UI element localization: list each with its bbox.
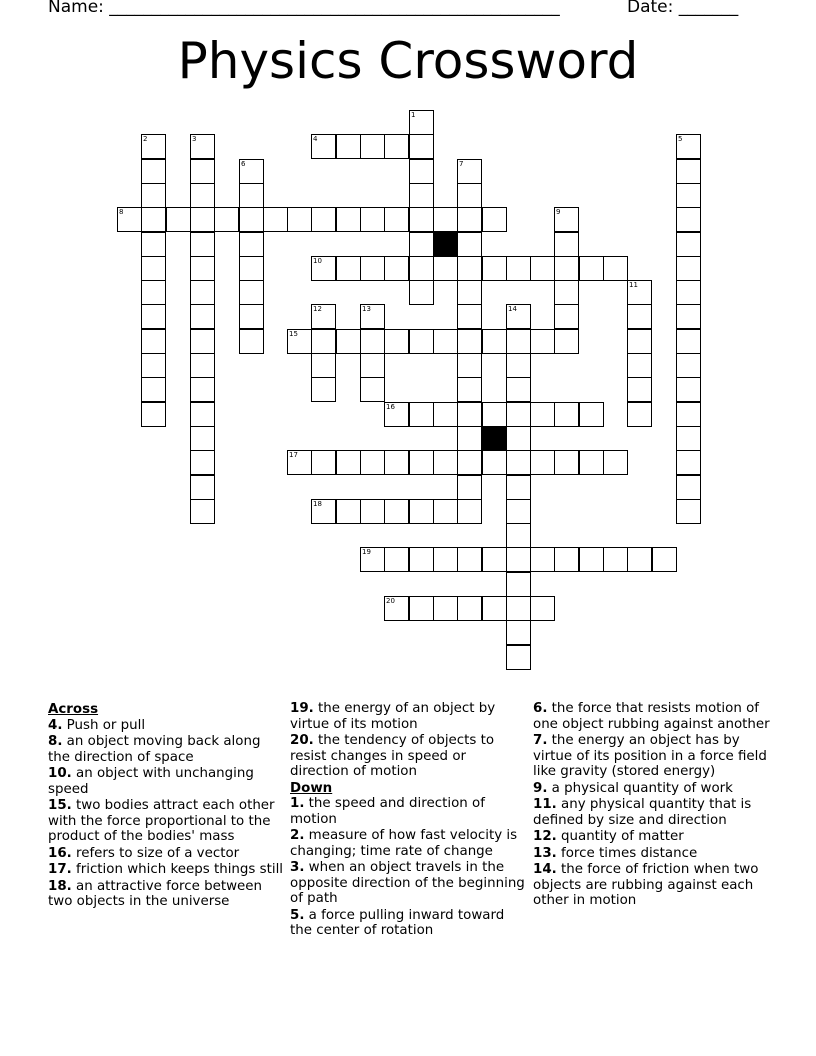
crossword-cell[interactable] [579, 450, 604, 475]
crossword-cell[interactable] [360, 450, 385, 475]
crossword-cell[interactable] [141, 232, 166, 257]
crossword-cell[interactable] [457, 353, 482, 378]
crossword-cell[interactable] [263, 207, 288, 232]
crossword-cell[interactable] [384, 329, 409, 354]
crossword-cell[interactable] [409, 547, 434, 572]
crossword-cell[interactable] [676, 183, 701, 208]
crossword-cell[interactable] [409, 207, 434, 232]
crossword-cell[interactable] [554, 304, 579, 329]
crossword-cell[interactable] [433, 547, 458, 572]
crossword-cell[interactable] [506, 329, 531, 354]
name-field-label: Name: _____________________________________________________ [48, 0, 560, 17]
crossword-cell[interactable] [190, 134, 215, 159]
clue-number: 8 [119, 208, 124, 216]
crossword-cell[interactable] [190, 377, 215, 402]
crossword-cell[interactable] [336, 450, 361, 475]
crossword-cell[interactable] [506, 547, 531, 572]
clue-number: 16 [386, 403, 395, 411]
crossword-cell[interactable] [457, 329, 482, 354]
crossword-cell[interactable] [360, 353, 385, 378]
clue-down-12: 12. quantity of matter [533, 829, 684, 844]
clues-column-1 [48, 701, 284, 911]
crossword-cell[interactable] [433, 402, 458, 427]
crossword-cell[interactable] [239, 207, 264, 232]
across-heading: Across [48, 702, 99, 717]
crossword-cell[interactable] [457, 547, 482, 572]
clue-number: 3 [192, 135, 197, 143]
crossword-cell[interactable] [457, 280, 482, 305]
crossword-cell[interactable] [360, 377, 385, 402]
crossword-cell[interactable] [506, 620, 531, 645]
crossword-cell[interactable] [676, 353, 701, 378]
crossword-cell[interactable] [457, 402, 482, 427]
clue-down-14: 14. the force of friction when two objects are rubbing against each other in motion [533, 862, 759, 908]
clue-across-19: 19. the energy of an object by virtue of its motion [290, 701, 496, 732]
crossword-cell[interactable] [141, 280, 166, 305]
crossword-cell[interactable] [676, 475, 701, 500]
crossword-cell[interactable] [554, 256, 579, 281]
crossword-cell[interactable] [506, 499, 531, 524]
clue-number: 20 [386, 597, 395, 605]
crossword-cell[interactable] [506, 645, 531, 670]
clue-number: 13 [362, 305, 371, 313]
crossword-cell[interactable] [482, 547, 507, 572]
crossword-cell[interactable] [384, 450, 409, 475]
crossword-cell[interactable] [287, 329, 312, 354]
crossword-cell[interactable] [239, 232, 264, 257]
crossword-cell[interactable] [141, 304, 166, 329]
clue-number: 1 [411, 111, 416, 119]
crossword-cell[interactable] [384, 402, 409, 427]
crossword-cell[interactable] [190, 353, 215, 378]
crossword-cell[interactable] [409, 256, 434, 281]
crossword-cell[interactable] [287, 450, 312, 475]
crossword-cell[interactable] [384, 596, 409, 621]
clue-number: 14 [508, 305, 517, 313]
crossword-cell[interactable] [457, 499, 482, 524]
crossword-cell[interactable] [676, 134, 701, 159]
crossword-cell[interactable] [676, 304, 701, 329]
crossword-cell[interactable] [676, 280, 701, 305]
clue-across-18: 18. an attractive force between two objects in the universe [48, 878, 262, 909]
crossword-cell[interactable] [311, 256, 336, 281]
black-square [433, 232, 458, 257]
crossword-cell[interactable] [530, 596, 555, 621]
crossword-cell[interactable] [676, 450, 701, 475]
crossword-cell[interactable] [457, 232, 482, 257]
crossword-cell[interactable] [530, 329, 555, 354]
crossword-cell[interactable] [311, 450, 336, 475]
clue-down-9: 9. a physical quantity of work [533, 780, 733, 796]
crossword-cell[interactable] [579, 256, 604, 281]
black-square [482, 426, 507, 451]
crossword-cell[interactable] [190, 232, 215, 257]
crossword-cell[interactable] [530, 450, 555, 475]
crossword-cell[interactable] [652, 547, 677, 572]
page-title: Physics Crossword [177, 32, 639, 90]
crossword-cell[interactable] [506, 426, 531, 451]
clue-down-6: 6. the force that resists motion of one object rubbing against another [533, 701, 770, 732]
crossword-cell[interactable] [384, 207, 409, 232]
crossword-cell[interactable] [506, 450, 531, 475]
crossword-cell[interactable] [627, 353, 652, 378]
crossword-cell[interactable] [676, 232, 701, 257]
crossword-cell[interactable] [506, 377, 531, 402]
crossword-cell[interactable] [360, 329, 385, 354]
crossword-cell[interactable] [627, 304, 652, 329]
crossword-cell[interactable] [457, 377, 482, 402]
clue-number: 9 [556, 208, 561, 216]
crossword-cell[interactable] [190, 304, 215, 329]
crossword-cell[interactable] [482, 450, 507, 475]
clue-number: 12 [313, 305, 322, 313]
clue-down-3: 3. when an object travels in the opposite direction of the beginning of path [290, 860, 525, 906]
crossword-cell[interactable] [141, 402, 166, 427]
crossword-cell[interactable] [287, 207, 312, 232]
crossword-cell[interactable] [506, 572, 531, 597]
clue-across-8: 8. an object moving back along the direction of space [48, 734, 261, 765]
crossword-cell[interactable] [311, 499, 336, 524]
crossword-cell[interactable] [603, 450, 628, 475]
clues-column-3 [533, 701, 773, 910]
crossword-cell[interactable] [190, 256, 215, 281]
crossword-cell[interactable] [190, 426, 215, 451]
crossword-cell[interactable] [141, 159, 166, 184]
crossword-cell[interactable] [409, 329, 434, 354]
crossword-cell[interactable] [554, 402, 579, 427]
crossword-cell[interactable] [384, 547, 409, 572]
crossword-cell[interactable] [506, 596, 531, 621]
crossword-cell[interactable] [627, 402, 652, 427]
crossword-cell[interactable] [214, 207, 239, 232]
crossword-cell[interactable] [141, 329, 166, 354]
clue-across-4: 4. Push or pull [48, 717, 146, 733]
crossword-cell[interactable] [360, 134, 385, 159]
clue-down-2: 2. measure of how fast velocity is changing; time rate of change [290, 828, 518, 859]
crossword-cell[interactable] [166, 207, 191, 232]
crossword-cell[interactable] [554, 329, 579, 354]
clue-across-20: 20. the tendency of objects to resist changes in speed or direction of motion [290, 733, 495, 779]
crossword-cell[interactable] [482, 256, 507, 281]
clue-down-5: 5. a force pulling inward toward the center of rotation [290, 907, 505, 938]
crossword-cell[interactable] [554, 450, 579, 475]
crossword-cell[interactable] [603, 547, 628, 572]
crossword-cell[interactable] [190, 159, 215, 184]
crossword-cell[interactable] [676, 377, 701, 402]
clue-down-1: 1. the speed and direction of motion [290, 796, 485, 827]
crossword-cell[interactable] [554, 280, 579, 305]
crossword-cell[interactable] [190, 499, 215, 524]
crossword-cell[interactable] [627, 280, 652, 305]
crossword-cell[interactable] [360, 256, 385, 281]
clue-across-17: 17. friction which keeps things still [48, 862, 284, 877]
crossword-cell[interactable] [482, 596, 507, 621]
crossword-cell[interactable] [360, 547, 385, 572]
crossword-cell[interactable] [239, 159, 264, 184]
crossword-cell[interactable] [482, 402, 507, 427]
crossword-cell[interactable] [579, 402, 604, 427]
clue-across-16: 16. refers to size of a vector [48, 845, 240, 861]
crossword-cell[interactable] [239, 304, 264, 329]
crossword-cell[interactable] [676, 159, 701, 184]
crossword-cell[interactable] [311, 207, 336, 232]
crossword-cell[interactable] [457, 426, 482, 451]
crossword-cell[interactable] [141, 207, 166, 232]
crossword-cell[interactable] [579, 547, 604, 572]
crossword-cell[interactable] [676, 499, 701, 524]
clue-number: 15 [289, 330, 298, 338]
clue-across-10: 10. an object with unchanging speed [48, 766, 254, 797]
crossword-cell[interactable] [457, 159, 482, 184]
crossword-cell[interactable] [141, 256, 166, 281]
crossword-cell[interactable] [603, 256, 628, 281]
crossword-cell[interactable] [360, 499, 385, 524]
crossword-cell[interactable] [433, 256, 458, 281]
crossword-cell[interactable] [457, 256, 482, 281]
crossword-cell[interactable] [141, 134, 166, 159]
crossword-cell[interactable] [311, 304, 336, 329]
crossword-cell[interactable] [530, 547, 555, 572]
crossword-cell[interactable] [457, 475, 482, 500]
crossword-cell[interactable] [506, 353, 531, 378]
crossword-cell[interactable] [482, 329, 507, 354]
crossword-cell[interactable] [311, 353, 336, 378]
clue-number: 6 [241, 160, 246, 168]
crossword-cell[interactable] [457, 450, 482, 475]
crossword-cell[interactable] [239, 183, 264, 208]
crossword-cell[interactable] [190, 450, 215, 475]
clue-number: 7 [459, 160, 464, 168]
clue-number: 18 [313, 500, 322, 508]
crossword-cell[interactable] [239, 329, 264, 354]
crossword-cell[interactable] [336, 134, 361, 159]
crossword-cell[interactable] [239, 256, 264, 281]
crossword-cell[interactable] [433, 450, 458, 475]
crossword-cell[interactable] [141, 377, 166, 402]
crossword-cell[interactable] [239, 280, 264, 305]
crossword-cell[interactable] [676, 256, 701, 281]
crossword-cell[interactable] [457, 183, 482, 208]
crossword-cell[interactable] [409, 596, 434, 621]
crossword-cell[interactable] [409, 450, 434, 475]
crossword-cell[interactable] [482, 207, 507, 232]
crossword-cell[interactable] [676, 402, 701, 427]
crossword-cell[interactable] [409, 280, 434, 305]
crossword-cell[interactable] [433, 596, 458, 621]
crossword-cell[interactable] [554, 232, 579, 257]
clue-number: 11 [629, 281, 638, 289]
crossword-cell[interactable] [190, 280, 215, 305]
crossword-cell[interactable] [117, 207, 142, 232]
clue-number: 17 [289, 451, 298, 459]
crossword-cell[interactable] [190, 475, 215, 500]
crossword-cell[interactable] [190, 207, 215, 232]
crossword-cell[interactable] [190, 402, 215, 427]
clue-number: 4 [313, 135, 318, 143]
crossword-cell[interactable] [554, 207, 579, 232]
crossword-cell[interactable] [433, 499, 458, 524]
crossword-cell[interactable] [457, 207, 482, 232]
crossword-cell[interactable] [409, 110, 434, 135]
clue-down-7: 7. the energy an object has by virtue of its position in a force field like gravity (stored energy) [533, 733, 767, 779]
crossword-cell[interactable] [506, 402, 531, 427]
crossword-cell[interactable] [433, 207, 458, 232]
crossword-cell[interactable] [676, 329, 701, 354]
crossword-cell[interactable] [360, 207, 385, 232]
crossword-cell[interactable] [506, 475, 531, 500]
crossword-cell[interactable] [554, 547, 579, 572]
crossword-cell[interactable] [627, 377, 652, 402]
crossword-cell[interactable] [530, 256, 555, 281]
crossword-cell[interactable] [311, 377, 336, 402]
clue-down-11: 11. any physical quantity that is defined by size and direction [533, 797, 752, 828]
crossword-cell[interactable] [409, 134, 434, 159]
clue-number: 10 [313, 257, 322, 265]
crossword-cell[interactable] [506, 523, 531, 548]
crossword-cell[interactable] [409, 402, 434, 427]
crossword-cell[interactable] [409, 183, 434, 208]
crossword-cell[interactable] [506, 304, 531, 329]
crossword-cell[interactable] [506, 256, 531, 281]
crossword-cell[interactable] [457, 304, 482, 329]
crossword-cell[interactable] [336, 207, 361, 232]
crossword-cell[interactable] [384, 134, 409, 159]
crossword-cell[interactable] [409, 159, 434, 184]
clue-down-13: 13. force times distance [533, 845, 698, 861]
clues-column-2 [290, 701, 526, 940]
crossword-cell[interactable] [433, 329, 458, 354]
clue-across-15: 15. two bodies attract each other with the force proportional to the product of the bodies' mass [48, 798, 275, 844]
clue-number: 19 [362, 548, 371, 556]
crossword-cell[interactable] [384, 256, 409, 281]
crossword-cell[interactable] [530, 402, 555, 427]
crossword-cell[interactable] [141, 183, 166, 208]
crossword-cell[interactable] [676, 207, 701, 232]
crossword-cell[interactable] [409, 232, 434, 257]
crossword-cell[interactable] [141, 353, 166, 378]
date-field-label: Date: _______ [627, 0, 739, 17]
crossword-cell[interactable] [627, 547, 652, 572]
crossword-cell[interactable] [409, 499, 434, 524]
crossword-cell[interactable] [311, 134, 336, 159]
crossword-cell[interactable] [457, 596, 482, 621]
crossword-cell[interactable] [627, 329, 652, 354]
crossword-cell[interactable] [311, 329, 336, 354]
crossword-cell[interactable] [336, 329, 361, 354]
crossword-cell[interactable] [360, 304, 385, 329]
crossword-cell[interactable] [676, 426, 701, 451]
crossword-cell[interactable] [190, 329, 215, 354]
crossword-cell[interactable] [336, 499, 361, 524]
clue-number: 5 [678, 135, 683, 143]
crossword-cell[interactable] [190, 183, 215, 208]
crossword-cell[interactable] [336, 256, 361, 281]
down-heading: Down [290, 780, 333, 796]
crossword-cell[interactable] [384, 499, 409, 524]
clue-number: 2 [143, 135, 148, 143]
